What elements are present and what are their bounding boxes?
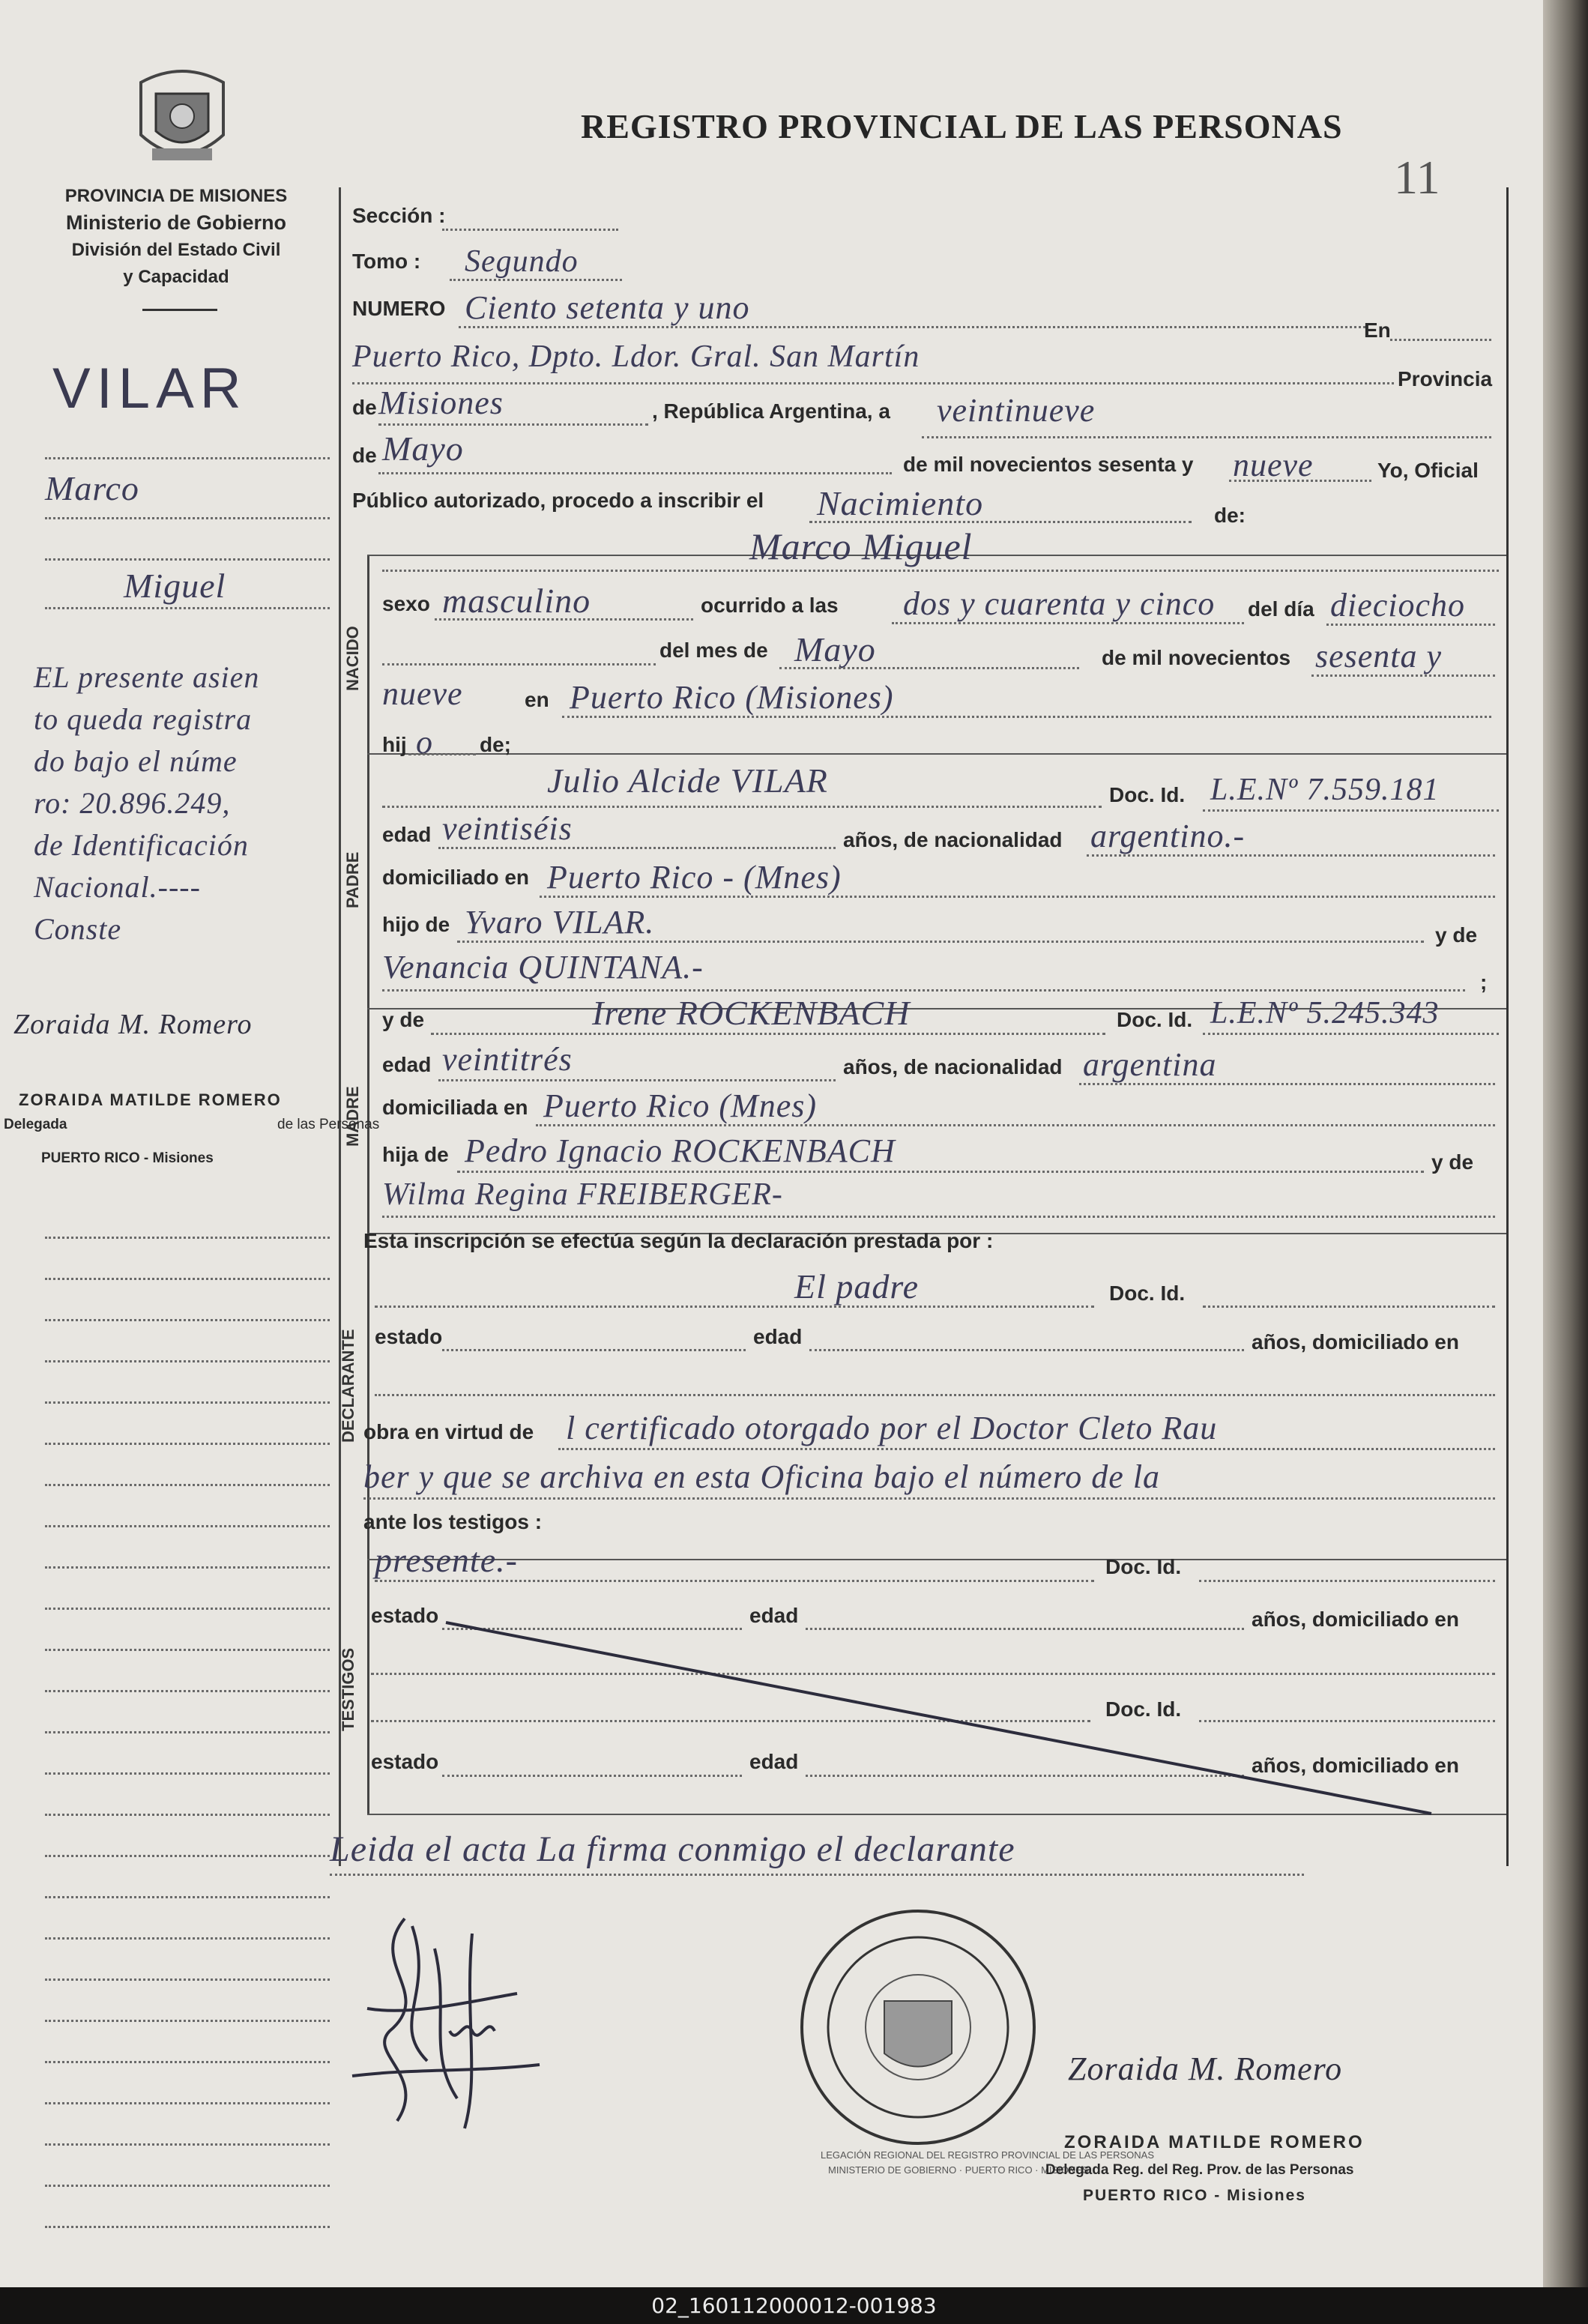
label-father-dom: domiciliado en — [382, 866, 530, 889]
label-de-mil: de mil novecientos sesenta y — [903, 453, 1194, 476]
label-witness2-edad: edad — [749, 1750, 799, 1773]
entry-tomo: Segundo — [465, 244, 579, 279]
page-number: 11 — [1394, 151, 1440, 204]
header-capacity: y Capacidad — [123, 267, 229, 287]
label-ante: ante los testigos : — [363, 1510, 543, 1533]
label-witness1-anos: años, domiciliado en — [1252, 1608, 1459, 1631]
declarant-signature — [322, 1904, 607, 2143]
margin-note-line-2: to queda registra — [34, 702, 253, 736]
header-ministry: Ministerio de Gobierno — [65, 211, 287, 234]
entry-obra-line2: ber y que se archiva en esta Oficina bajo el número de la — [363, 1458, 1161, 1495]
entry-year-word: nueve — [1233, 447, 1314, 483]
label-hijo-de: hijo de — [382, 913, 450, 936]
label-testigos: TESTIGOS — [339, 1647, 357, 1731]
round-seal-outer-text: LEGACIÓN REGIONAL DEL REGISTRO PROVINCIAL DE LAS PERSONAS — [821, 2149, 1155, 2161]
margin-signature: Zoraida M. Romero — [13, 1009, 253, 1040]
label-padre-y-de: y de — [1435, 923, 1478, 947]
margin-note-line-7: Conste — [34, 912, 122, 946]
label-hija-de: hija de — [382, 1143, 449, 1166]
document-title: REGISTRO PROVINCIAL DE LAS PERSONAS — [581, 107, 1343, 145]
entry-father-age: veintiséis — [442, 810, 573, 847]
label-provincia: Provincia — [1398, 367, 1493, 390]
label-witness2-doc: Doc. Id. — [1105, 1697, 1182, 1721]
entry-mother-name: Irene ROCKENBACH — [592, 994, 911, 1032]
label-padre: PADRE — [343, 851, 362, 908]
label-del-mes: del mes de — [659, 639, 768, 662]
entry-mother-nat: argentina — [1083, 1046, 1217, 1083]
margin-note-line-4: ro: 20.896.249, — [34, 786, 231, 820]
label-inscripcion: Esta inscripción se efectúa según la declaración prestada por : — [363, 1229, 994, 1252]
entry-mother-doc: L.E.Nº 5.245.343 — [1210, 996, 1440, 1030]
margin-note-line-5: de Identificación — [34, 828, 249, 862]
label-yo-oficial: Yo, Oficial — [1377, 459, 1479, 482]
margin-note — [34, 660, 259, 953]
entry-province: Misiones — [378, 384, 504, 421]
label-del-dia: del día — [1248, 597, 1314, 621]
round-seal-inner-text: MINISTERIO DE GOBIERNO · PUERTO RICO · MISIONES — [828, 2164, 1089, 2176]
margin-name2: Miguel — [124, 567, 226, 605]
entry-closing: Leida el acta La firma conmigo el declarante — [330, 1829, 1015, 1869]
label-obra: obra en virtud de — [363, 1420, 534, 1443]
cancel-stroke — [442, 1611, 1439, 1821]
entry-birth-month: Mayo — [794, 630, 876, 668]
label-declarant-estado: estado — [375, 1325, 443, 1348]
label-mother-nat: años, de nacionalidad — [843, 1055, 1063, 1078]
label-publico: Público autorizado, procedo a inscribir el — [352, 489, 764, 512]
entry-mother-age: veintitrés — [442, 1041, 573, 1078]
header-division: División del Estado Civil — [71, 240, 281, 260]
label-de-mil-nov: de mil novecientos — [1102, 646, 1291, 669]
label-declarant-doc: Doc. Id. — [1109, 1282, 1186, 1305]
label-semicolon: ; — [1480, 971, 1488, 994]
entry-father-dom: Puerto Rico - (Mnes) — [547, 859, 842, 896]
label-madre: MADRE — [343, 1086, 362, 1147]
entry-father-name: Julio Alcide VILAR — [547, 761, 828, 800]
label-en-lower: en — [525, 688, 549, 711]
entry-father-doc: L.E.Nº 7.559.181 — [1210, 773, 1440, 807]
label-declarant-anos: años, domiciliado en — [1252, 1330, 1459, 1353]
margin-stamp-role2: de las Personas — [277, 1117, 380, 1132]
entry-numero: Ciento setenta y uno — [465, 289, 750, 326]
label-nacido: NACIDO — [343, 626, 362, 691]
official-role: Delegada Reg. del Reg. Prov. de las Personas — [1045, 2162, 1354, 2178]
label-de-2: de — [352, 444, 377, 467]
label-declarant-edad: edad — [753, 1325, 803, 1348]
label-witness1-edad: edad — [749, 1604, 799, 1627]
entry-day: dieciocho — [1330, 587, 1466, 624]
label-father-doc: Doc. Id. — [1109, 783, 1186, 806]
label-witness1-doc: Doc. Id. — [1105, 1555, 1182, 1578]
margin-stamp-role: Delegada — [4, 1117, 67, 1132]
label-seccion: Sección : — [352, 204, 446, 227]
entry-mother-dom: Puerto Rico (Mnes) — [543, 1087, 817, 1124]
entry-act-type: Nacimiento — [817, 484, 984, 522]
round-seal — [794, 1904, 1042, 2151]
label-sexo: sexo — [382, 592, 430, 615]
label-witness1-estado: estado — [371, 1604, 439, 1627]
province-seal — [133, 60, 231, 172]
entry-father-parent1: Yvaro VILAR. — [465, 904, 655, 941]
official-place: PUERTO RICO - Misiones — [1083, 2187, 1306, 2204]
label-madre-y-de: y de — [382, 1008, 425, 1031]
label-tomo: Tomo : — [352, 250, 421, 273]
label-mother-dom: domiciliada en — [382, 1096, 528, 1119]
label-father-nat: años, de nacionalidad — [843, 828, 1063, 851]
entry-child-name: Marco Miguel — [749, 525, 973, 567]
header-province: PROVINCIA DE MISIONES — [64, 186, 288, 206]
entry-time: dos y cuarenta y cinco — [903, 585, 1216, 622]
entry-sex: masculino — [442, 582, 591, 620]
entry-day-word: veintinueve — [937, 392, 1096, 429]
label-mother-edad: edad — [382, 1053, 432, 1076]
entry-month: Mayo — [382, 429, 464, 468]
label-mother-doc: Doc. Id. — [1117, 1008, 1193, 1031]
entry-declarant: El padre — [794, 1267, 919, 1306]
label-numero: NUMERO — [352, 297, 446, 320]
entry-birth-year-b: nueve — [382, 675, 463, 712]
entry-father-nat: argentino.- — [1090, 818, 1246, 854]
entry-hijo-suffix: o — [416, 724, 433, 761]
entry-witness1: presente.- — [375, 1541, 518, 1579]
label-madre-y-de-2: y de — [1431, 1150, 1474, 1174]
entry-mother-parent2: Wilma Regina FREIBERGER- — [382, 1177, 783, 1212]
file-id-label: 02_160112000012-001983 — [0, 2287, 1588, 2324]
margin-note-line-3: do bajo el núme — [34, 744, 238, 778]
margin-surname: VILAR — [52, 357, 247, 420]
entry-mother-parent1: Pedro Ignacio ROCKENBACH — [465, 1132, 896, 1169]
label-de-1: de — [352, 396, 377, 419]
entry-birth-place: Puerto Rico (Misiones) — [570, 679, 894, 716]
label-ocurrido: ocurrido a las — [701, 594, 839, 617]
margin-name1: Marco — [45, 469, 139, 507]
margin-note-line-1: EL presente asien — [34, 660, 260, 694]
margin-stamp-place: PUERTO RICO - Misiones — [41, 1150, 214, 1166]
label-en: En — [1364, 319, 1391, 342]
label-republica: , República Argentina, a — [652, 399, 890, 423]
label-declarante: DECLARANTE — [339, 1329, 357, 1443]
label-father-edad: edad — [382, 823, 432, 846]
label-de-semicolon: de; — [480, 733, 511, 756]
page-edge-shadow — [1543, 0, 1588, 2287]
official-name: ZORAIDA MATILDE ROMERO — [1064, 2132, 1365, 2152]
entry-place-line: Puerto Rico, Dpto. Ldor. Gral. San Martín — [352, 339, 920, 374]
entry-obra-line1: l certificado otorgado por el Doctor Cleto Rau — [566, 1410, 1218, 1446]
label-hijo: hij — [382, 733, 407, 756]
label-witness2-anos: años, domiciliado en — [1252, 1754, 1459, 1777]
entry-birth-year-a: sesenta y — [1315, 638, 1443, 674]
official-signature: Zoraida M. Romero — [1068, 2050, 1343, 2087]
label-de-colon: de: — [1214, 504, 1246, 527]
label-witness2-estado: estado — [371, 1750, 439, 1773]
margin-note-line-6: Nacional.---- — [34, 870, 201, 904]
entry-father-parent2: Venancia QUINTANA.- — [382, 949, 704, 986]
margin-stamp-name: ZORAIDA MATILDE ROMERO — [19, 1090, 282, 1109]
